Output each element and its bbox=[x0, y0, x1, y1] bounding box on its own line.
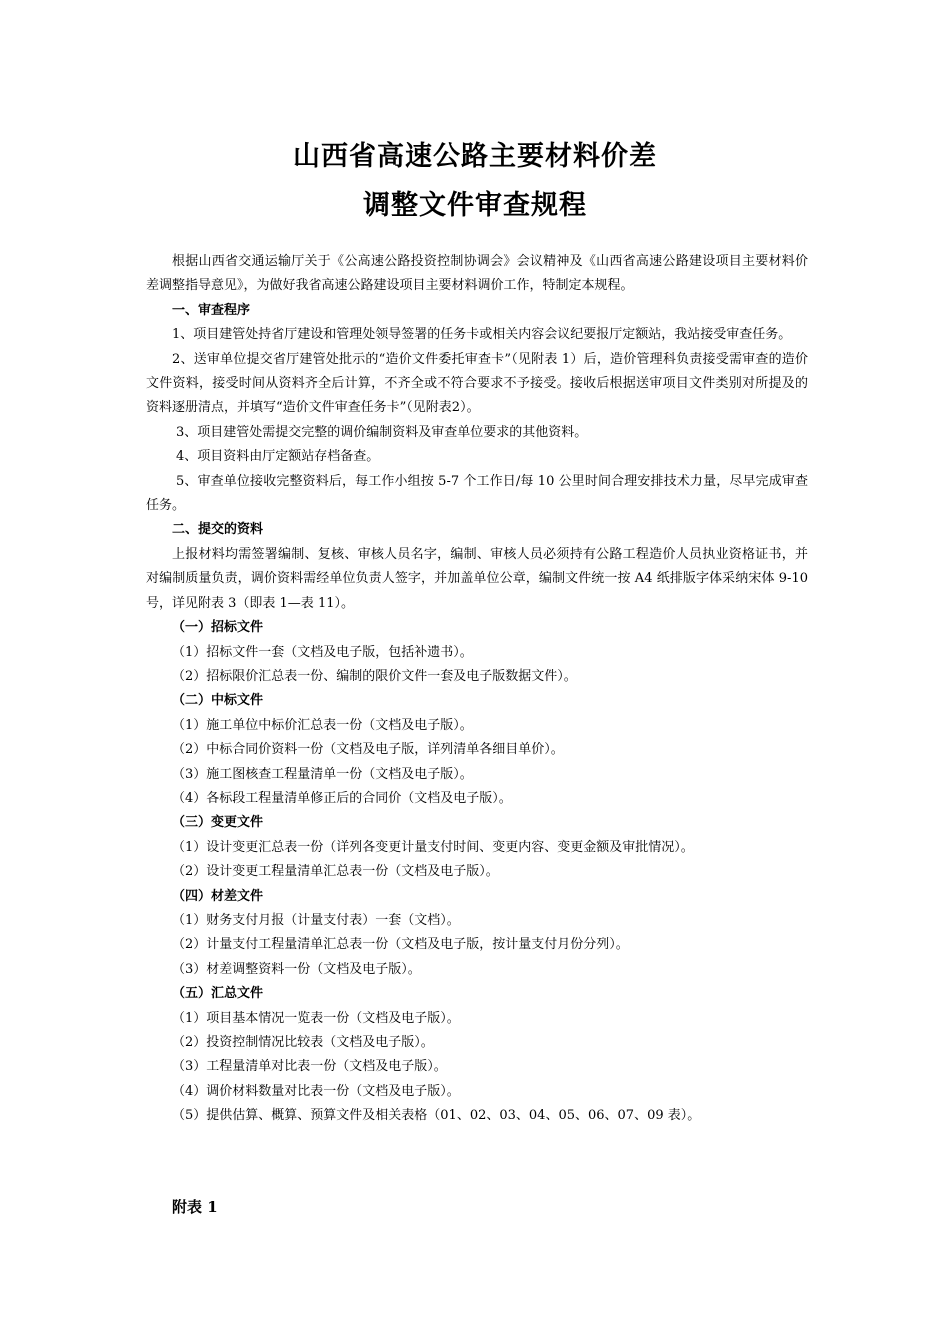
section-1-item: 5、审查单位接收完整资料后，每工作小组按 5-7 个工作日/每 10 公里时间合理安排技术力量，尽早完成审查任务。 bbox=[146, 473, 808, 514]
list-item: （2）投资控制情况比较表（文档及电子版）。 bbox=[172, 1035, 434, 1050]
document-title-line-1: 山西省高速公路主要材料价差 bbox=[293, 141, 657, 172]
group-title: （一）招标文件 bbox=[172, 620, 264, 636]
group-title: （二）中标文件 bbox=[172, 693, 264, 709]
document-title-line-2: 调整文件审查规程 bbox=[363, 190, 587, 221]
list-item: （4）调价材料数量对比表一份（文档及电子版）。 bbox=[172, 1083, 460, 1099]
section-2-heading: 二、提交的资料 bbox=[172, 522, 264, 538]
section-1-item: 1、项目建管处持省厅建设和管理处领导签署的任务卡或相关内容会议纪要报厅定额站，我站接受审查任务。 bbox=[172, 327, 792, 343]
list-item: （1）项目基本情况一览表一份（文档及电子版）。 bbox=[172, 1010, 460, 1026]
section-1-item: 2、送审单位提交省厅建管处批示的“造价文件委托审查卡”（见附表 1）后，造价管理科负责接受需审查的造价文件资料，接受时间从资料齐全后计算，不齐全或不符合要求不予接受。接收后根据送审项目文件类别对所提及的资料逐册清点，并填写“造价文件审查任务卡”（见附表2）。 bbox=[146, 351, 808, 416]
section-1-item: 4、项目资料由厅定额站存档备查。 bbox=[176, 449, 380, 465]
list-item: （2）招标限价汇总表一份、编制的限价文件一套及电子版数据文件）。 bbox=[172, 668, 577, 684]
list-item: （2）中标合同价资料一份（文档及电子版，详列清单各细目单价）。 bbox=[172, 742, 564, 758]
list-item: （2）设计变更工程量清单汇总表一份（文档及电子版）。 bbox=[172, 864, 499, 880]
list-item: （3）材差调整资料一份（文档及电子版）。 bbox=[172, 961, 421, 977]
list-item: （1）财务支付月报（计量支付表）一套（文档）。 bbox=[172, 912, 460, 928]
list-item: （1）施工单位中标价汇总表一份（文档及电子版）。 bbox=[172, 717, 473, 733]
section-1-heading: 一、审查程序 bbox=[172, 302, 251, 318]
list-item: （1）招标文件一套（文档及电子版，包括补遗书）。 bbox=[172, 644, 473, 660]
list-item: （3）施工图核查工程量清单一份（文档及电子版）。 bbox=[172, 766, 473, 782]
group-title: （五）汇总文件 bbox=[172, 986, 264, 1002]
list-item: （4）各标段工程量清单修正后的合同价（文档及电子版）。 bbox=[172, 790, 512, 806]
annex-label: 附表 1 bbox=[172, 1198, 218, 1216]
group-title: （四）材差文件 bbox=[172, 888, 264, 904]
intro-paragraph: 根据山西省交通运输厅关于《公高速公路投资控制协调会》会议精神及《山西省高速公路建设项目主要材料价差调整指导意见》，为做好我省高速公路建设项目主要材料调价工作，特制定本规程。 bbox=[146, 254, 808, 294]
document-body bbox=[146, 250, 808, 1129]
list-item: （2）计量支付工程量清单汇总表一份（文档及电子版，按计量支付月份分列）。 bbox=[172, 937, 629, 953]
list-item: （5）提供估算、概算、预算文件及相关表格（01、02、03、04、05、06、07、09 表）。 bbox=[172, 1108, 701, 1124]
group-title: （三）变更文件 bbox=[172, 815, 264, 831]
section-1-item: 3、项目建管处需提交完整的调价编制资料及审查单位要求的其他资料。 bbox=[176, 424, 588, 440]
list-item: （1）设计变更汇总表一份（详列各变更计量支付时间、变更内容、变更金额及审批情况）。 bbox=[172, 839, 694, 855]
list-item: （3）工程量清单对比表一份（文档及电子版）。 bbox=[172, 1059, 447, 1075]
section-2-intro: 上报材料均需签署编制、复核、审核人员名字，编制、审核人员必须持有公路工程造价人员执业资格证书，并对编制质量负责，调价资料需经单位负责人签字，并加盖单位公章，编制文件统一按 A4 纸排版字体采纳宋体 9-10 号，详见附表 3（即表 1—表 11）。 bbox=[146, 546, 808, 611]
